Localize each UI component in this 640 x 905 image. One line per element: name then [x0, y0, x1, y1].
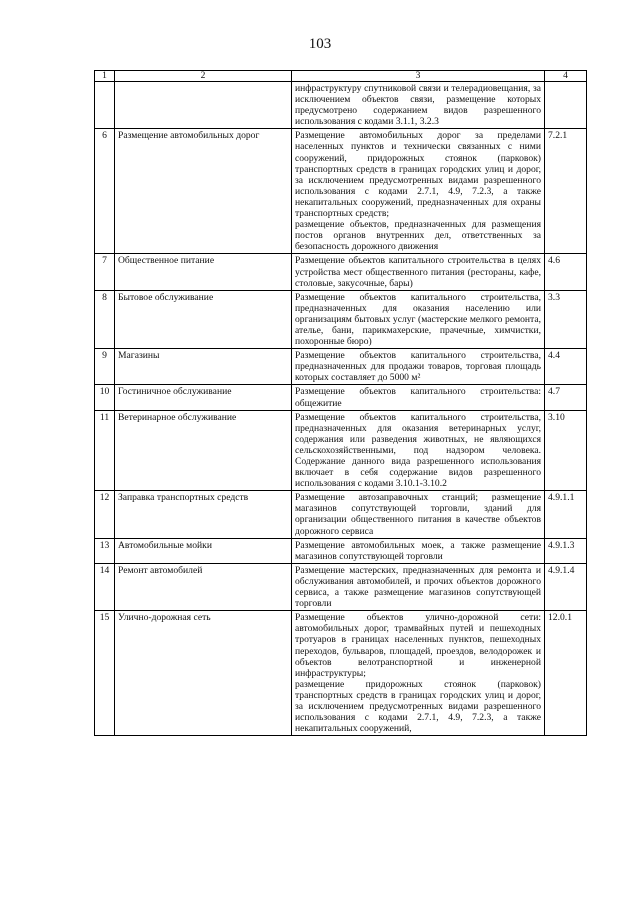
- table-row: [95, 563, 587, 610]
- header-col-4: 4: [545, 71, 587, 82]
- row-number: 12: [95, 491, 115, 538]
- use-type-description: Размещение объектов капитального строительства, предназначенных для продажи товаров, торговая площадь которых составляет до 5000 м²: [292, 349, 545, 385]
- use-type-code: 12.0.1: [545, 611, 587, 736]
- land-use-table: [94, 70, 587, 736]
- use-type-code: 4.6: [545, 254, 587, 290]
- table-row: [95, 349, 587, 385]
- use-type-code: 4.7: [545, 385, 587, 410]
- description-paragraph: Размещение автомобильных дорог за пределами населенных пунктов и технически связанных с ними сооружений, придорожных стоянок (парковок) транспортных средств в границах городских улиц и дорог, за исключением предусмотренных видами разрешенного использования с кодами 2.7.1, 4.9, 7.2.3, а также некапитальных сооружений, предназначенных для охраны транспортных средств;: [295, 130, 541, 220]
- use-type-description: Размещение объектов капитального строительства в целях устройства мест общественного питания (рестораны, кафе, столовые, закусочные, бары): [292, 254, 545, 290]
- use-type-code: 4.9.1.1: [545, 491, 587, 538]
- use-type-description: [292, 129, 545, 254]
- page-number: 103: [308, 36, 332, 52]
- use-type-code: 4.4: [545, 349, 587, 385]
- row-number: 13: [95, 538, 115, 563]
- row-number: 9: [95, 349, 115, 385]
- use-type-description: [292, 611, 545, 736]
- table-row: [95, 82, 587, 129]
- use-type-description: Размещение автозаправочных станций; размещение магазинов сопутствующей торговли, зданий для организации общественного питания в качестве объектов дорожного сервиса: [292, 491, 545, 538]
- description-paragraph: Размещение объектов улично-дорожной сети: автомобильных дорог, трамвайных путей и пешеходных тротуаров в границах населенных пунктов, пешеходных переходов, бульваров, площадей, проездов, велодорожек и объектов велотранспортной и инженерной инфраструктуры;: [295, 612, 541, 679]
- use-type-description: Размещение автомобильных моек, а также размещение магазинов сопутствующей торговли: [292, 538, 545, 563]
- row-number: 15: [95, 611, 115, 736]
- row-number: 8: [95, 290, 115, 348]
- table-row: [95, 538, 587, 563]
- table-row: [95, 410, 587, 491]
- row-number: 7: [95, 254, 115, 290]
- use-type-description: Размещение объектов капитального строительства, предназначенных для оказания ветеринарных услуг, содержания или разведения животных, не являющихся сельскохозяйственными, под надзором человека. Содержание данного вида разрешенного использования включает в себя содержание видов разрешенного использования с кодами 3.10.1-3.10.2: [292, 410, 545, 491]
- use-type-name: Магазины: [115, 349, 292, 385]
- use-type-name: Бытовое обслуживание: [115, 290, 292, 348]
- row-number: 14: [95, 563, 115, 610]
- use-type-description: Размещение объектов капитального строительства, предназначенных для оказания населению или организациям бытовых услуг (мастерские мелкого ремонта, ателье, бани, парикмахерские, прачечные, химчистки, похоронные бюро): [292, 290, 545, 348]
- description-paragraph: размещение объектов, предназначенных для размещения постов органов внутренних дел, ответственных за безопасность дорожного движения: [295, 219, 541, 253]
- row-number: 11: [95, 410, 115, 491]
- use-type-description: Размещение объектов капитального строительства: общежитие: [292, 385, 545, 410]
- use-type-code: 4.9.1.3: [545, 538, 587, 563]
- header-col-3: 3: [292, 71, 545, 82]
- table-row: [95, 129, 587, 254]
- use-type-description: инфраструктуру спутниковой связи и телерадиовещания, за исключением объектов связи, размещение которых предусмотрено содержанием видов разрешенного использования с кодами 3.1.1, 3.2.3: [292, 82, 545, 129]
- use-type-name: Заправка транспортных средств: [115, 491, 292, 538]
- use-type-name: Гостиничное обслуживание: [115, 385, 292, 410]
- use-type-code: 3.10: [545, 410, 587, 491]
- table-row: [95, 491, 587, 538]
- header-col-2: 2: [115, 71, 292, 82]
- table-row: [95, 385, 587, 410]
- row-number: [95, 82, 115, 129]
- use-type-code: [545, 82, 587, 129]
- use-type-name: Размещение автомобильных дорог: [115, 129, 292, 254]
- use-type-name: Автомобильные мойки: [115, 538, 292, 563]
- use-type-code: 7.2.1: [545, 129, 587, 254]
- header-row: [95, 71, 587, 82]
- use-type-code: 3.3: [545, 290, 587, 348]
- table-row: [95, 290, 587, 348]
- row-number: 6: [95, 129, 115, 254]
- use-type-name: Улично-дорожная сеть: [115, 611, 292, 736]
- use-type-description: Размещение мастерских, предназначенных для ремонта и обслуживания автомобилей, и прочих объектов дорожного сервиса, а также размещение магазинов сопутствующей торговли: [292, 563, 545, 610]
- row-number: 10: [95, 385, 115, 410]
- table-row: [95, 254, 587, 290]
- use-type-code: 4.9.1.4: [545, 563, 587, 610]
- header-col-1: 1: [95, 71, 115, 82]
- use-type-name: Общественное питание: [115, 254, 292, 290]
- table-row: [95, 611, 587, 736]
- use-type-name: Ремонт автомобилей: [115, 563, 292, 610]
- use-type-name: [115, 82, 292, 129]
- description-paragraph: размещение придорожных стоянок (парковок) транспортных средств в границах городских улиц и дорог, за исключением предусмотренных видами разрешенного использования с кодами 2.7.1, 4.9, 7.2.3, а также некапитальных сооружений,: [295, 678, 541, 735]
- use-type-name: Ветеринарное обслуживание: [115, 410, 292, 491]
